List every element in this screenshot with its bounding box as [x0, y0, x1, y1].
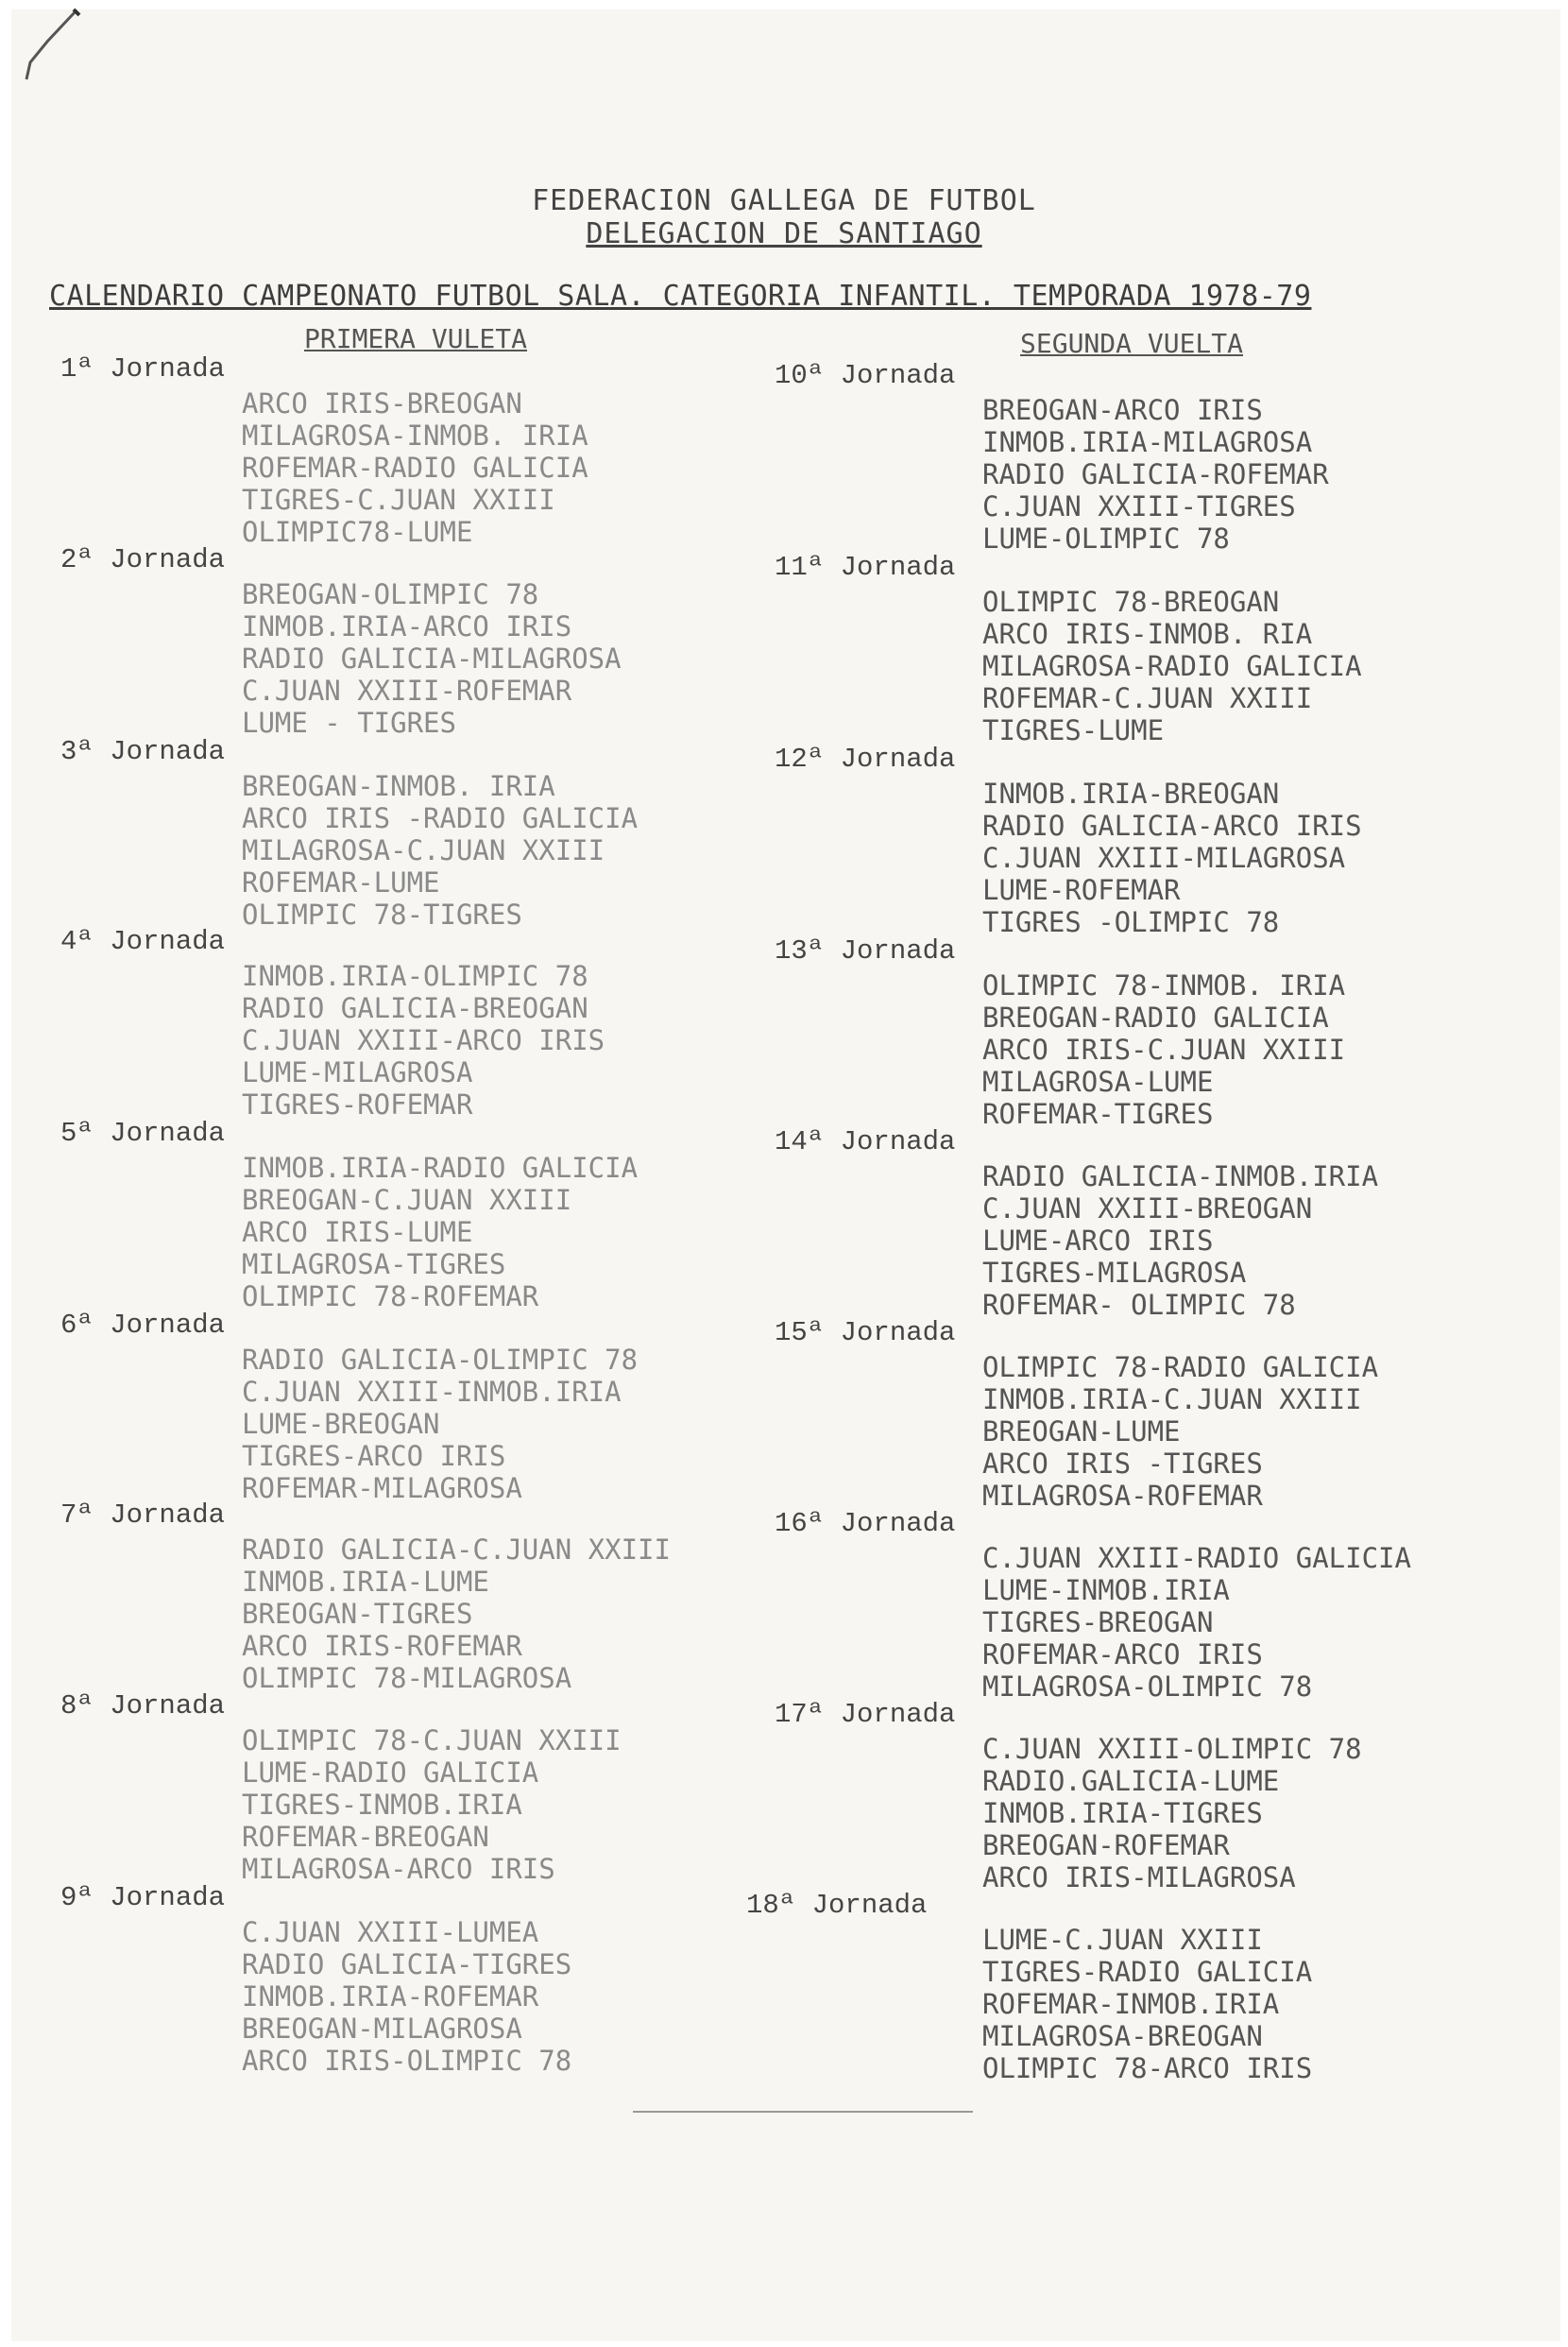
match-item: ROFEMAR-TIGRES: [982, 1098, 1214, 1130]
match-item: MILAGROSA-BREOGAN: [982, 2020, 1263, 2052]
match-item: TIGRES-ARCO IRIS: [242, 1440, 506, 1472]
match-item: TIGRES-RADIO GALICIA: [982, 1956, 1313, 1988]
match-item: OLIMPIC 78-BREOGAN: [982, 586, 1280, 618]
match-item: TIGRES-ROFEMAR: [242, 1088, 473, 1121]
match-item: C.JUAN XXIII-BREOGAN: [982, 1192, 1313, 1225]
match-item: OLIMPIC78-LUME: [242, 516, 473, 548]
match-item: ROFEMAR-BREOGAN: [242, 1821, 489, 1853]
match-item: C.JUAN XXIII-RADIO GALICIA: [982, 1542, 1411, 1574]
match-item: ROFEMAR-MILAGROSA: [242, 1472, 522, 1504]
match-item: TIGRES -OLIMPIC 78: [982, 906, 1280, 938]
round-label: 10ª Jornada: [775, 360, 956, 391]
round-label: 16ª Jornada: [775, 1508, 956, 1539]
match-item: TIGRES-C.JUAN XXIII: [242, 484, 555, 516]
round-label: 15ª Jornada: [775, 1317, 956, 1348]
calendar-title: CALENDARIO CAMPEONATO FUTBOL SALA. CATEGORIA INFANTIL. TEMPORADA 1978-79: [49, 280, 1312, 313]
match-item: ARCO IRIS -TIGRES: [982, 1448, 1263, 1480]
match-item: MILAGROSA-LUME: [982, 1066, 1214, 1098]
match-item: INMOB.IRIA-TIGRES: [982, 1797, 1263, 1829]
round-label: 4ª Jornada: [60, 926, 226, 957]
match-item: INMOB.IRIA-ARCO IRIS: [242, 610, 572, 642]
match-item: RADIO GALICIA-OLIMPIC 78: [242, 1344, 639, 1376]
match-item: LUME-RADIO GALICIA: [242, 1756, 539, 1789]
first-leg-title: PRIMERA VULETA: [304, 323, 528, 354]
match-item: LUME-C.JUAN XXIII: [982, 1924, 1263, 1956]
round-label: 5ª Jornada: [60, 1118, 226, 1149]
round-label: 9ª Jornada: [60, 1882, 226, 1913]
round-label: 8ª Jornada: [60, 1690, 226, 1722]
round-label: 17ª Jornada: [775, 1699, 956, 1730]
match-item: ARCO IRIS -RADIO GALICIA: [242, 802, 639, 834]
match-item: LUME - TIGRES: [242, 707, 456, 739]
match-item: LUME-ARCO IRIS: [982, 1225, 1214, 1257]
round-label: 14ª Jornada: [775, 1126, 956, 1157]
match-item: INMOB.IRIA-LUME: [242, 1566, 489, 1598]
match-item: TIGRES-INMOB.IRIA: [242, 1789, 522, 1821]
match-item: OLIMPIC 78-ARCO IRIS: [982, 2052, 1313, 2084]
match-item: ARCO IRIS-LUME: [242, 1216, 473, 1248]
bottom-rule: [633, 2111, 973, 2113]
round-label: 6ª Jornada: [60, 1310, 226, 1341]
match-item: RADIO GALICIA-INMOB.IRIA: [982, 1160, 1379, 1192]
match-item: RADIO GALICIA-ROFEMAR: [982, 458, 1329, 490]
match-item: RADIO GALICIA-C.JUAN XXIII: [242, 1533, 671, 1566]
delegation-title: DELEGACION DE SANTIAGO: [586, 217, 982, 250]
match-item: ARCO IRIS-INMOB. RIA: [982, 618, 1313, 650]
match-item: OLIMPIC 78-ROFEMAR: [242, 1280, 539, 1312]
match-item: OLIMPIC 78-TIGRES: [242, 899, 522, 931]
match-item: TIGRES-BREOGAN: [982, 1606, 1214, 1638]
match-item: ROFEMAR-C.JUAN XXIII: [982, 682, 1313, 714]
match-item: C.JUAN XXIII-OLIMPIC 78: [982, 1733, 1362, 1765]
round-label: 12ª Jornada: [775, 744, 956, 775]
match-item: BREOGAN-LUME: [982, 1415, 1181, 1448]
match-item: RADIO GALICIA-BREOGAN: [242, 992, 588, 1024]
match-item: OLIMPIC 78-INMOB. IRIA: [982, 969, 1346, 1002]
match-item: TIGRES-LUME: [982, 714, 1165, 746]
round-label: 7ª Jornada: [60, 1499, 226, 1531]
match-item: BREOGAN-INMOB. IRIA: [242, 770, 555, 802]
match-item: INMOB.IRIA-OLIMPIC 78: [242, 960, 588, 992]
match-item: ROFEMAR- OLIMPIC 78: [982, 1289, 1296, 1321]
match-item: ARCO IRIS-C.JUAN XXIII: [982, 1034, 1346, 1066]
match-item: MILAGROSA-ARCO IRIS: [242, 1853, 555, 1885]
match-item: ROFEMAR-RADIO GALICIA: [242, 452, 588, 484]
match-item: OLIMPIC 78-MILAGROSA: [242, 1662, 572, 1694]
match-item: MILAGROSA-INMOB. IRIA: [242, 420, 588, 452]
match-item: BREOGAN-C.JUAN XXIII: [242, 1184, 572, 1216]
match-item: C.JUAN XXIII-MILAGROSA: [982, 842, 1346, 874]
match-item: RADIO GALICIA-ARCO IRIS: [982, 810, 1362, 842]
match-item: INMOB.IRIA-C.JUAN XXIII: [982, 1383, 1362, 1415]
match-item: ARCO IRIS-MILAGROSA: [982, 1861, 1296, 1893]
match-item: BREOGAN-MILAGROSA: [242, 2013, 522, 2045]
match-item: BREOGAN-ARCO IRIS: [982, 394, 1263, 426]
match-item: C.JUAN XXIII-ARCO IRIS: [242, 1024, 605, 1056]
match-item: BREOGAN-RADIO GALICIA: [982, 1002, 1329, 1034]
match-item: INMOB.IRIA-MILAGROSA: [982, 426, 1313, 458]
match-item: MILAGROSA-ROFEMAR: [982, 1480, 1263, 1512]
match-item: LUME-INMOB.IRIA: [982, 1574, 1230, 1606]
round-label: 2ª Jornada: [60, 544, 226, 575]
round-label: 18ª Jornada: [746, 1890, 928, 1921]
match-item: OLIMPIC 78-C.JUAN XXIII: [242, 1724, 622, 1756]
match-item: BREOGAN-ROFEMAR: [982, 1829, 1230, 1861]
match-item: ROFEMAR-LUME: [242, 866, 440, 899]
match-item: TIGRES-MILAGROSA: [982, 1257, 1247, 1289]
match-item: BREOGAN-TIGRES: [242, 1598, 473, 1630]
match-item: LUME-OLIMPIC 78: [982, 523, 1230, 555]
match-item: C.JUAN XXIII-ROFEMAR: [242, 675, 572, 707]
match-item: ARCO IRIS-OLIMPIC 78: [242, 2045, 572, 2077]
match-item: C.JUAN XXIII-LUMEA: [242, 1916, 539, 1948]
match-item: LUME-BREOGAN: [242, 1408, 440, 1440]
match-item: C.JUAN XXIII-TIGRES: [982, 490, 1296, 523]
match-item: ARCO IRIS-BREOGAN: [242, 387, 522, 420]
match-item: INMOB.IRIA-RADIO GALICIA: [242, 1152, 639, 1184]
match-item: ROFEMAR-ARCO IRIS: [982, 1638, 1263, 1670]
second-leg-title: SEGUNDA VUELTA: [1020, 328, 1244, 359]
match-item: BREOGAN-OLIMPIC 78: [242, 578, 539, 610]
round-label: 13ª Jornada: [775, 935, 956, 967]
match-item: LUME-MILAGROSA: [242, 1056, 473, 1088]
match-item: RADIO GALICIA-TIGRES: [242, 1948, 572, 1980]
pen-mark-icon: [9, 4, 94, 98]
match-item: MILAGROSA-TIGRES: [242, 1248, 506, 1280]
match-item: ARCO IRIS-ROFEMAR: [242, 1630, 522, 1662]
federation-title: FEDERACION GALLEGA DE FUTBOL: [532, 184, 1036, 217]
match-item: MILAGROSA-C.JUAN XXIII: [242, 834, 605, 866]
match-item: INMOB.IRIA-BREOGAN: [982, 778, 1280, 810]
match-item: MILAGROSA-RADIO GALICIA: [982, 650, 1362, 682]
match-item: OLIMPIC 78-RADIO GALICIA: [982, 1351, 1379, 1383]
match-item: C.JUAN XXIII-INMOB.IRIA: [242, 1376, 622, 1408]
round-label: 3ª Jornada: [60, 736, 226, 767]
match-item: ROFEMAR-INMOB.IRIA: [982, 1988, 1280, 2020]
match-item: LUME-ROFEMAR: [982, 874, 1181, 906]
match-item: RADIO.GALICIA-LUME: [982, 1765, 1280, 1797]
match-item: MILAGROSA-OLIMPIC 78: [982, 1670, 1313, 1703]
match-item: RADIO GALICIA-MILAGROSA: [242, 642, 622, 675]
round-label: 11ª Jornada: [775, 552, 956, 583]
round-label: 1ª Jornada: [60, 353, 226, 385]
match-item: INMOB.IRIA-ROFEMAR: [242, 1980, 539, 2013]
